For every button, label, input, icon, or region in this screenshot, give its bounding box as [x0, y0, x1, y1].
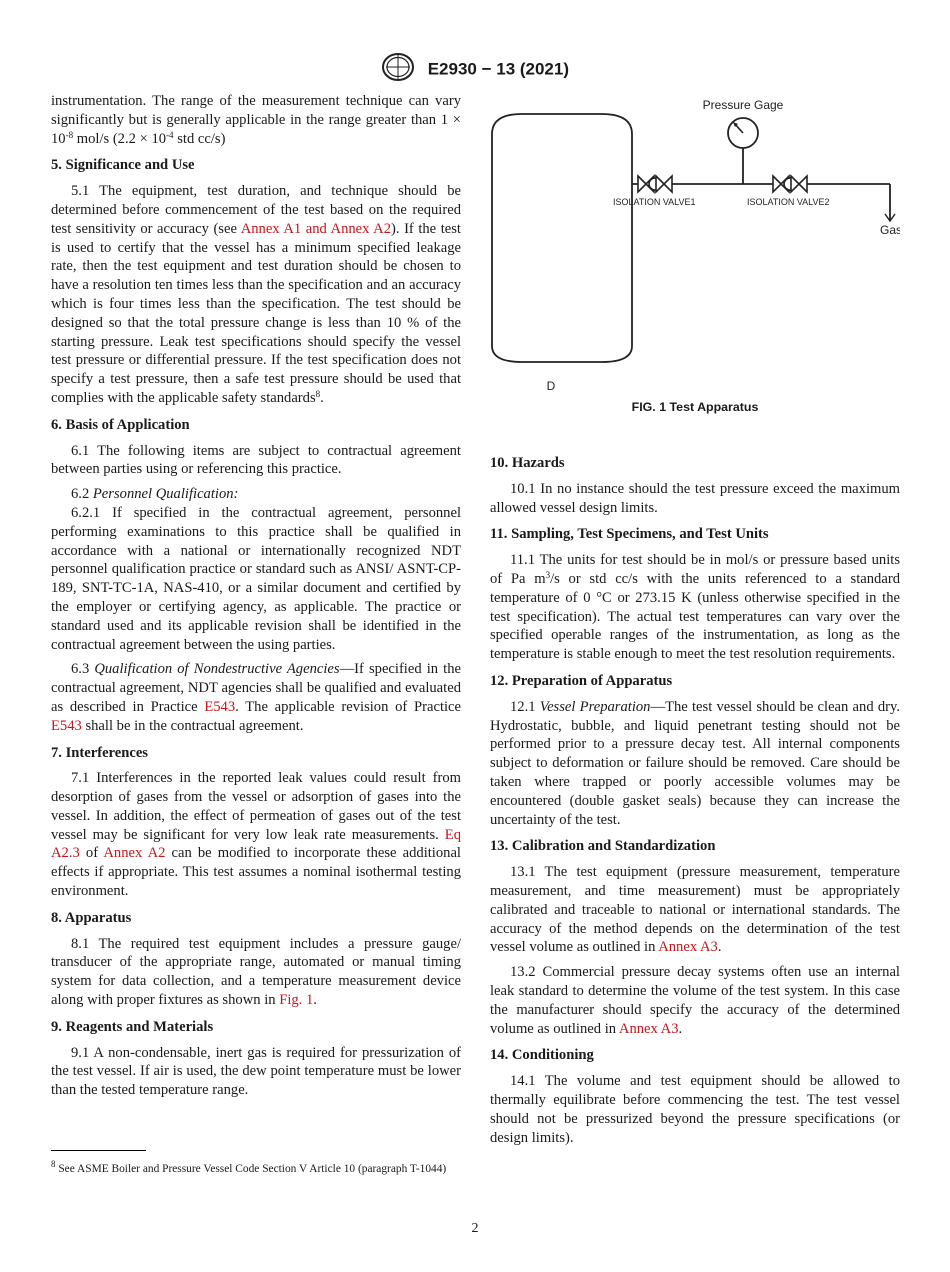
para-6-1: 6.1 The following items are subject to contractual agreement between parties using or referencing this practice. — [51, 442, 461, 478]
para-13-1: 13.1 The test equipment (pressure measurement, temperature measurement, and time measurement) must be appropriately calibrated and traceable to national or international standards. The accuracy of the method depends on the determination of the test vessel volume as outlined in Annex A3. — [490, 864, 900, 956]
page-header — [0, 52, 950, 87]
footnote-divider — [51, 1150, 146, 1151]
standard-code: E2930 − 13 (2021) — [427, 59, 570, 79]
valve-1-label: ISOLATION VALVE1 — [613, 197, 696, 207]
annex-a3-link-2[interactable]: Annex A3 — [618, 1020, 679, 1037]
figure-caption: FIG. 1 Test Apparatus — [631, 400, 759, 414]
test-apparatus-diagram — [490, 92, 900, 392]
para-9-1: 9.1 A non-condensable, inert gas is required for pressurization of the test vessel. If air is used, the dew point temperature must be lower than the tested temperature range. — [51, 1044, 461, 1099]
vessel-label: D — [546, 379, 556, 392]
section-14-heading: 14. Conditioning — [490, 1047, 594, 1064]
section-12-heading: 12. Preparation of Apparatus — [490, 672, 673, 689]
eq-a2-3-link[interactable]: Eq A2.3 — [51, 826, 461, 862]
isolation-valve-1-icon — [638, 176, 672, 192]
gage-label: Pressure Gage — [702, 98, 784, 112]
annex-a1-a2-link[interactable]: Annex A1 and Annex A2 — [240, 220, 392, 237]
para-8-1: 8.1 The required test equipment includes a pressure gauge/ transducer of the appropriate range, automated or manual timing system for data collection, and a temperature measurement device along with proper fixtures as shown in Fig. 1. — [51, 935, 461, 1009]
page-number: 2 — [471, 1221, 479, 1236]
right-column — [490, 92, 900, 1153]
astm-logo-icon — [381, 52, 415, 87]
para-13-2: 13.2 Commercial pressure decay systems often use an internal leak standard to determine the volume of the test system. In this case the manufacturer should specify the accuracy of the determined volume as outlined in Annex A3. — [490, 964, 900, 1037]
annex-a2-link[interactable]: Annex A2 — [103, 845, 166, 862]
intro-paragraph: instrumentation. The range of the measurement technique can vary significantly but is generally applicable in the range greater than $1 \times 10^{-8}$ mol/s ($2.2 \times 10^{-4}$ std cc/s) — [51, 93, 461, 147]
para-6-2-1: 6.2.1 If specified in the contractual agreement, personnel performing examinations to this practice shall be qualified in accordance with a national or internationally recognized NDT personnel qualification practice or standard such as ANSI/ ASNT-CP-189, SNT-TC-1A, NAS-410, or a similar document and certified by the employer or certifying agency, as applicable. The practice or standard used and its applicable revision shall be identified in the contractual agreement between the using parties. — [51, 504, 461, 653]
annex-a3-link[interactable]: Annex A3 — [658, 939, 718, 956]
gas-label: Gas — [879, 223, 900, 237]
section-13-heading: 13. Calibration and Standardization — [490, 838, 716, 855]
section-10-heading: 10. Hazards — [490, 455, 565, 471]
section-6-heading: 6. Basis of Application — [51, 416, 190, 433]
fig-1-link[interactable]: Fig. 1 — [279, 992, 314, 1009]
para-6-3: 6.3 Qualification of Nondestructive Agencies—If specified in the contractual agreement, NDT agencies shall be qualified and evaluated as described in Practice E543. The applicable revision of Practice E543 shall be in the contractual agreement. — [51, 661, 462, 734]
e543-link[interactable]: E543 — [204, 698, 236, 715]
valve-2-label: ISOLATION VALVE2 — [747, 197, 830, 207]
figure-1 — [490, 92, 900, 454]
test-vessel — [492, 114, 632, 362]
para-12-1: 12.1 Vessel Preparation—The test vessel should be clean and dry. Hydrostatic, bubble, and liquid penetrant testing should not be performed prior to a pressure decay test. All internal components subject to deformation or failure should be removed. Care should be taken where trapped or poorly accessible volumes may be encountered (double gasket seals) because they can increase the uncertainty of the test. — [490, 698, 901, 828]
section-9-heading: 9. Reagents and Materials — [51, 1018, 214, 1035]
para-6-2: 6.2 Personnel Qualification: — [71, 486, 239, 503]
para-7-1: 7.1 Interferences in the reported leak values could result from desorption of gases from the vessel or adsorption of gases into the vessel. In addition, the effect of permeation of gases out of the test vessel may be significant for very low leak rate measurements. Eq A2.3 of Annex A2 can be modified to incorporate these additional effects if appropriate. This test assumes a nominal isothermal testing environment. — [51, 770, 461, 900]
footnote-ref-8: 8 — [315, 388, 321, 399]
section-8-heading: 8. Apparatus — [51, 909, 132, 926]
para-10-1: 10.1 In no instance should the test pressure exceed the maximum allowed vessel design limits. — [490, 480, 900, 516]
para-14-1: 14.1 The volume and test equipment should be allowed to thermally equilibrate before commencing the test. The test vessel should not be pressurized beyond the pressure specifications (or design limits). — [490, 1073, 900, 1146]
section-11-heading: 11. Sampling, Test Specimens, and Test Units — [490, 526, 769, 543]
para-11-1: 11.1 The units for test should be in mol/s or pressure based units of Pa $m^3/s$ or std cc/s with the units referenced to a standard temperature of 0 °C or 273.15 K (unless otherwise specified in the test specification). The actual test temperatures can vary over the specified operable ranges of the instrumentation, as long as the temperature is stable enough to meet the test resolution requirements. — [490, 552, 900, 663]
section-7-heading: 7. Interferences — [51, 744, 148, 761]
section-5-heading: 5. Significance and Use — [51, 157, 195, 174]
footnote: $^8$ See ASME Boiler and Pressure Vessel Code Section V Article 10 (paragraph T-1044) — [51, 1159, 447, 1175]
para-5-1: 5.1 The equipment, test duration, and technique should be determined before commencement of the test based on the required test sensitivity or accuracy (see Annex A1 and Annex A2). If the test is used to certify that the vessel has a minimum specified leakage rate, then the test equipment and test duration should be chosen to have a resolution ten times less than the specification and an accuracy which is four times less than the specification. The test should be designed so that the total pressure change is less than 10 % of the starting pressure. Leak test specifications should specify the vessel test pressure or differential pressure. If the test specification does not specify a test pressure, then a safe test pressure should be used that complies with the applicable safety standards$^8$. — [51, 183, 461, 406]
left-column — [51, 92, 461, 1106]
isolation-valve-2-icon — [773, 176, 807, 192]
e543-link-2[interactable]: E543 — [51, 717, 82, 734]
